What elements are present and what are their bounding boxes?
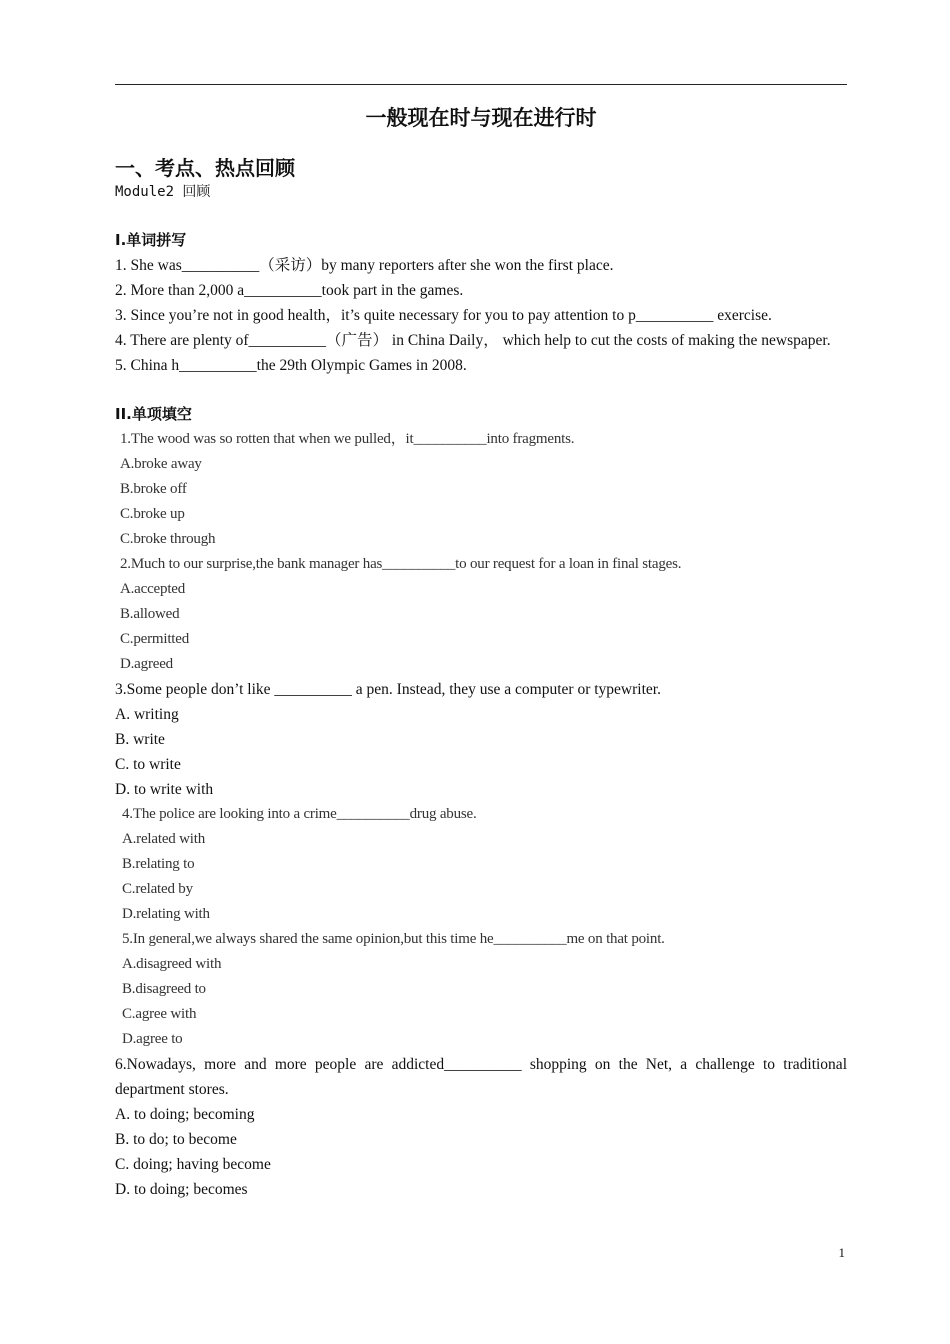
content [115,228,847,1202]
question-6-option-d: D. to doing; becomes [115,1181,248,1198]
spelling-item-3: 3. Since you’re not in good health，it’s quite necessary for you to pay attention to p__________ exercise. [115,307,772,324]
module-label: Module2 回顾 [115,184,211,200]
spelling-item-4: 4. There are plenty of__________（广告） in China Daily， which help to cut the costs of making the newspaper. [115,332,831,349]
question-2-option-a: A.accepted [120,581,186,597]
spelling-item-5: 5. China h__________the 29th Olympic Games in 2008. [115,357,467,374]
question-6-option-b: B. to do; to become [115,1131,237,1148]
question-5-option-d: D.agree to [122,1031,183,1047]
question-4-option-a: A.related with [122,831,206,847]
document-page [115,0,847,1344]
question-2-option-c: C.permitted [120,631,190,647]
question-4-stem: 4.The police are looking into a crime__________drug abuse. [122,806,477,822]
section-heading: 一、考点、热点回顾 [115,156,295,180]
question-1-option-d: C.broke through [120,531,216,547]
header-rule [115,84,847,85]
question-3-option-b: B. write [115,731,165,748]
question-1-option-c: C.broke up [120,506,185,522]
section1-heading: I.单词拼写 [115,231,187,249]
question-1-option-b: B.broke off [120,481,187,497]
spelling-item-2: 2. More than 2,000 a__________took part in the games. [115,282,464,299]
question-2-stem: 2.Much to our surprise,the bank manager has__________to our request for a loan in final stages. [120,556,682,572]
question-6-stem: 6.Nowadays, more and more people are addicted__________ shopping on the Net, a challenge to traditional department stores. [115,1056,847,1098]
question-3-option-c: C. to write [115,756,181,773]
section2-heading: II.单项填空 [115,405,192,423]
spelling-item-1: 1. She was__________（采访）by many reporters after she won the first place. [115,257,614,274]
question-5-option-c: C.agree with [122,1006,197,1022]
question-5-stem: 5.In general,we always shared the same opinion,but this time he__________me on that point. [122,931,665,947]
question-5-option-a: A.disagreed with [122,956,222,972]
document-title: 一般现在时与现在进行时 [365,106,597,130]
question-4-option-b: B.relating to [122,856,195,872]
page-number: 1 [838,1245,845,1260]
question-6-option-c: C. doing; having become [115,1156,271,1173]
question-3-stem: 3.Some people don’t like __________ a pen. Instead, they use a computer or typewriter. [115,681,661,698]
question-3-option-a: A. writing [115,706,179,723]
question-4-option-c: C.related by [122,881,193,897]
question-1-stem: 1.The wood was so rotten that when we pulled，it__________into fragments. [120,431,575,447]
question-5-option-b: B.disagreed to [122,981,206,997]
question-2-option-d: D.agreed [120,656,173,672]
question-4-option-d: D.relating with [122,906,210,922]
question-3-option-d: D. to write with [115,781,214,798]
question-1-option-a: A.broke away [120,456,202,472]
question-2-option-b: B.allowed [120,606,180,622]
question-6-option-a: A. to doing; becoming [115,1106,255,1123]
